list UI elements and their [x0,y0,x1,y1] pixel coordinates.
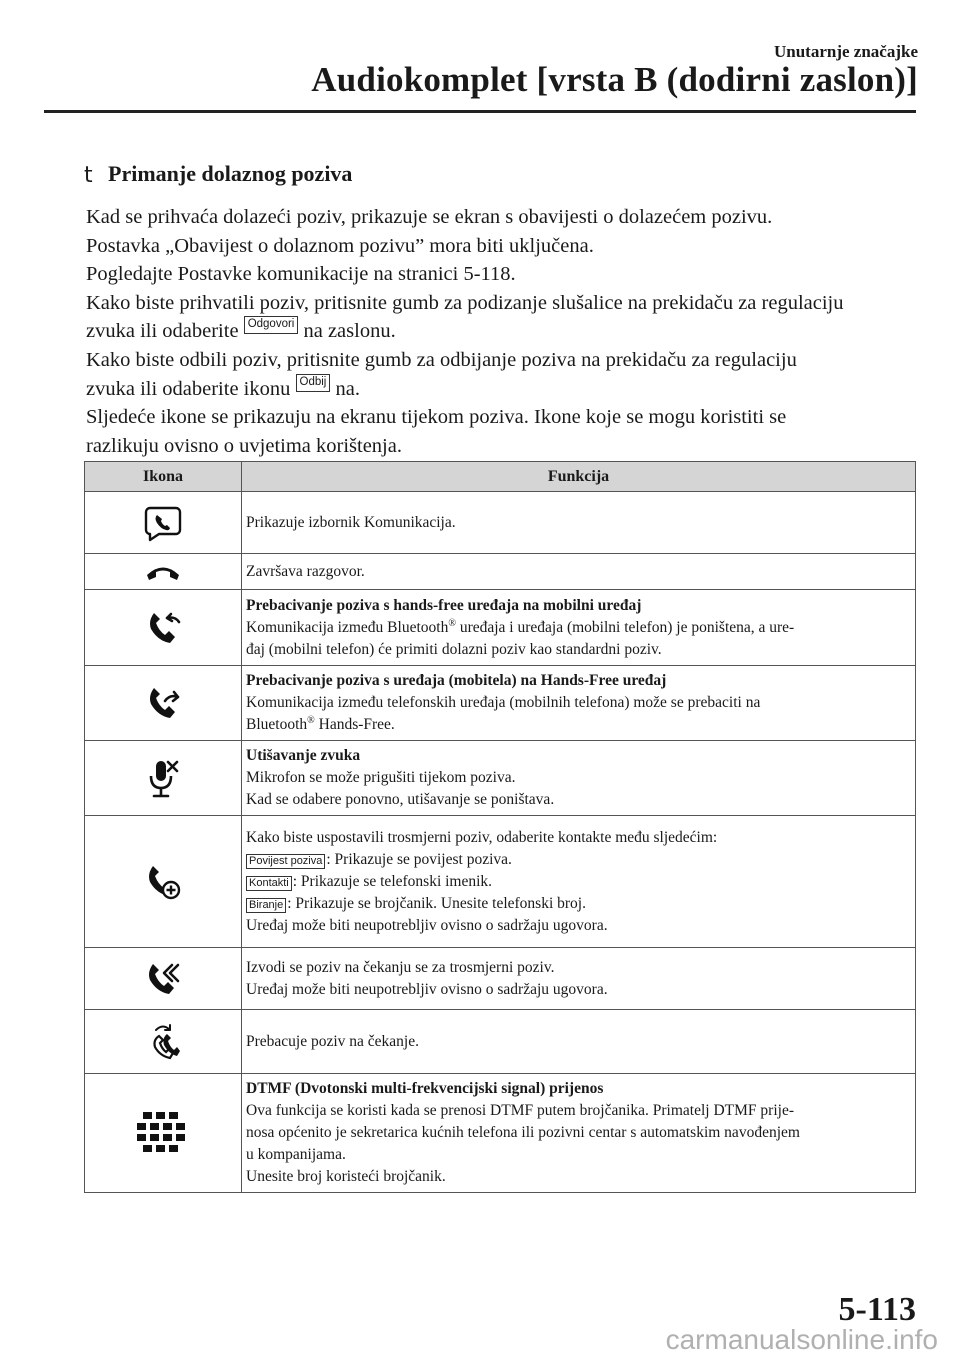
function-text: Unesite broj koristeći brojčanik. [246,1168,446,1185]
registered-mark: ® [307,714,315,726]
function-text [246,617,905,639]
body-line: Kad se prihvaća dolazeći poziv, prikazuje se ekran s obavijesti o dolazećem pozivu. [86,206,773,228]
function-text-segment: Komunikacija između Bluetooth [246,618,449,636]
add-call-icon [143,860,183,904]
function-text: Uređaj može biti neupotrebljiv ovisno o sadržaju ugovora. [246,916,608,934]
function-text-segment: uređaja i uređaja (mobilni telefon) je poništena, a ure- [455,618,795,636]
table-row [85,1010,916,1074]
contacts-button-label: Kontakti [246,876,292,891]
call-history-button-label: Povijest poziva [246,854,325,869]
function-text-segment: : Prikazuje se telefonski imenik. [292,872,493,890]
function-title: DTMF (Dvotonski multi-frekvencijski signal) prijenos [246,1080,604,1097]
table-row [85,816,916,948]
function-text: u kompanijama. [246,1146,346,1163]
swap-call-icon [143,1018,183,1066]
body-line: Postavka „Obavijest o dolaznom pozivu” mora biti uključena. [86,234,594,257]
function-text-segment: : Prikazuje se povijest poziva. [326,850,512,868]
function-text: Izvodi se poziv na čekanju se za trosmjerni poziv. [246,958,555,976]
column-header-function: Funkcija [242,462,916,492]
merge-calls-icon [143,959,183,999]
reject-button-label: Odbij [296,374,331,392]
column-header-icon: Ikona [85,462,242,492]
body-text-segment: na. [335,377,360,400]
function-text-segment: Hands-Free. [314,716,395,733]
table-header-row [85,462,916,492]
keypad-icon [137,1110,189,1156]
function-text: Kako biste uspostavili trosmjerni poziv, odaberite kontakte među sljedećim: [246,828,718,846]
table-row [85,666,916,741]
transfer-to-handsfree-icon [143,683,183,723]
body-line: Kako biste odbili poziv, pritisnite gumb za odbijanje poziva na prekidaču za regulaciju [86,348,797,371]
transfer-to-mobile-icon [143,608,183,648]
function-title: Prebacivanje poziva s uređaja (mobitela) na Hands-Free uređaj [246,672,667,689]
table-row [85,554,916,590]
function-text: Kad se odabere ponovno, utišavanje se poništava. [246,791,555,808]
function-text: Završava razgovor. [246,562,365,580]
function-title: Prebacivanje poziva s hands-free uređaja na mobilni uređaj [246,596,642,614]
section-title: Primanje dolaznog poziva [108,161,353,186]
body-text-segment: na zaslonu. [303,320,396,343]
function-text [246,849,905,871]
body-line: Sljedeće ikone se prikazuju na ekranu tijekom poziva. Ikone koje se mogu koristiti se [86,406,787,429]
function-text [246,871,905,893]
body-text-segment: zvuka ili odaberite [86,320,239,343]
body-line: razlikuju ovisno o uvjetima korištenja. [86,434,402,457]
end-call-icon [143,562,183,582]
mute-microphone-icon [143,756,183,800]
table-row [85,590,916,666]
table-row [85,1074,916,1193]
function-text: nosa općenito je sekretarica kućnih telefona ili pozivni centar s automatskim navođenjem [246,1124,800,1141]
page-title: Audiokomplet [vrsta B (dodirni zaslon)] [311,60,918,99]
section-marker: t [84,163,93,188]
function-text-segment: : Prikazuje se brojčanik. Unesite telefonski broj. [287,894,586,912]
body-line [86,375,926,404]
function-text: Uređaj može biti neupotrebljiv ovisno o sadržaju ugovora. [246,980,608,998]
body-line [86,317,926,346]
body-line: Pogledajte Postavke komunikacije na stranici 5-118. [86,263,516,286]
dial-button-label: Biranje [246,898,286,913]
function-text: Prikazuje izbornik Komunikacija. [246,513,456,531]
function-text: Ova funkcija se koristi kada se prenosi DTMF putem brojčanika. Primatelj DTMF prije- [246,1102,794,1119]
answer-button-label: Odgovori [244,316,299,334]
page-number: 5-113 [838,1291,916,1328]
function-title: Utišavanje zvuka [246,747,361,764]
function-text-segment: Bluetooth [246,716,308,733]
communication-menu-icon [143,503,183,543]
body-text [86,203,926,460]
function-text: Mikrofon se može prigušiti tijekom poziva. [246,769,516,786]
table-row [85,948,916,1010]
header-section-label: Unutarnje značajke [773,42,918,61]
icon-function-table [84,461,916,1193]
body-text-segment: zvuka ili odaberite ikonu [86,377,291,400]
header-divider [44,110,916,113]
table-row [85,741,916,816]
registered-mark: ® [448,617,456,629]
function-text [246,714,905,736]
function-text [246,893,905,915]
function-text: Prebacuje poziv na čekanje. [246,1032,419,1050]
body-line: Kako biste prihvatili poziv, pritisnite gumb za podizanje slušalice na prekidaču za regulaciju [86,291,844,314]
function-text: Komunikacija između telefonskih uređaja (mobilnih telefona) može se prebaciti na [246,694,761,711]
watermark: carmanualsonline.info [665,1324,938,1355]
table-row [85,492,916,554]
function-text: đaj (mobilni telefon) će primiti dolazni poziv kao standardni poziv. [246,640,662,658]
